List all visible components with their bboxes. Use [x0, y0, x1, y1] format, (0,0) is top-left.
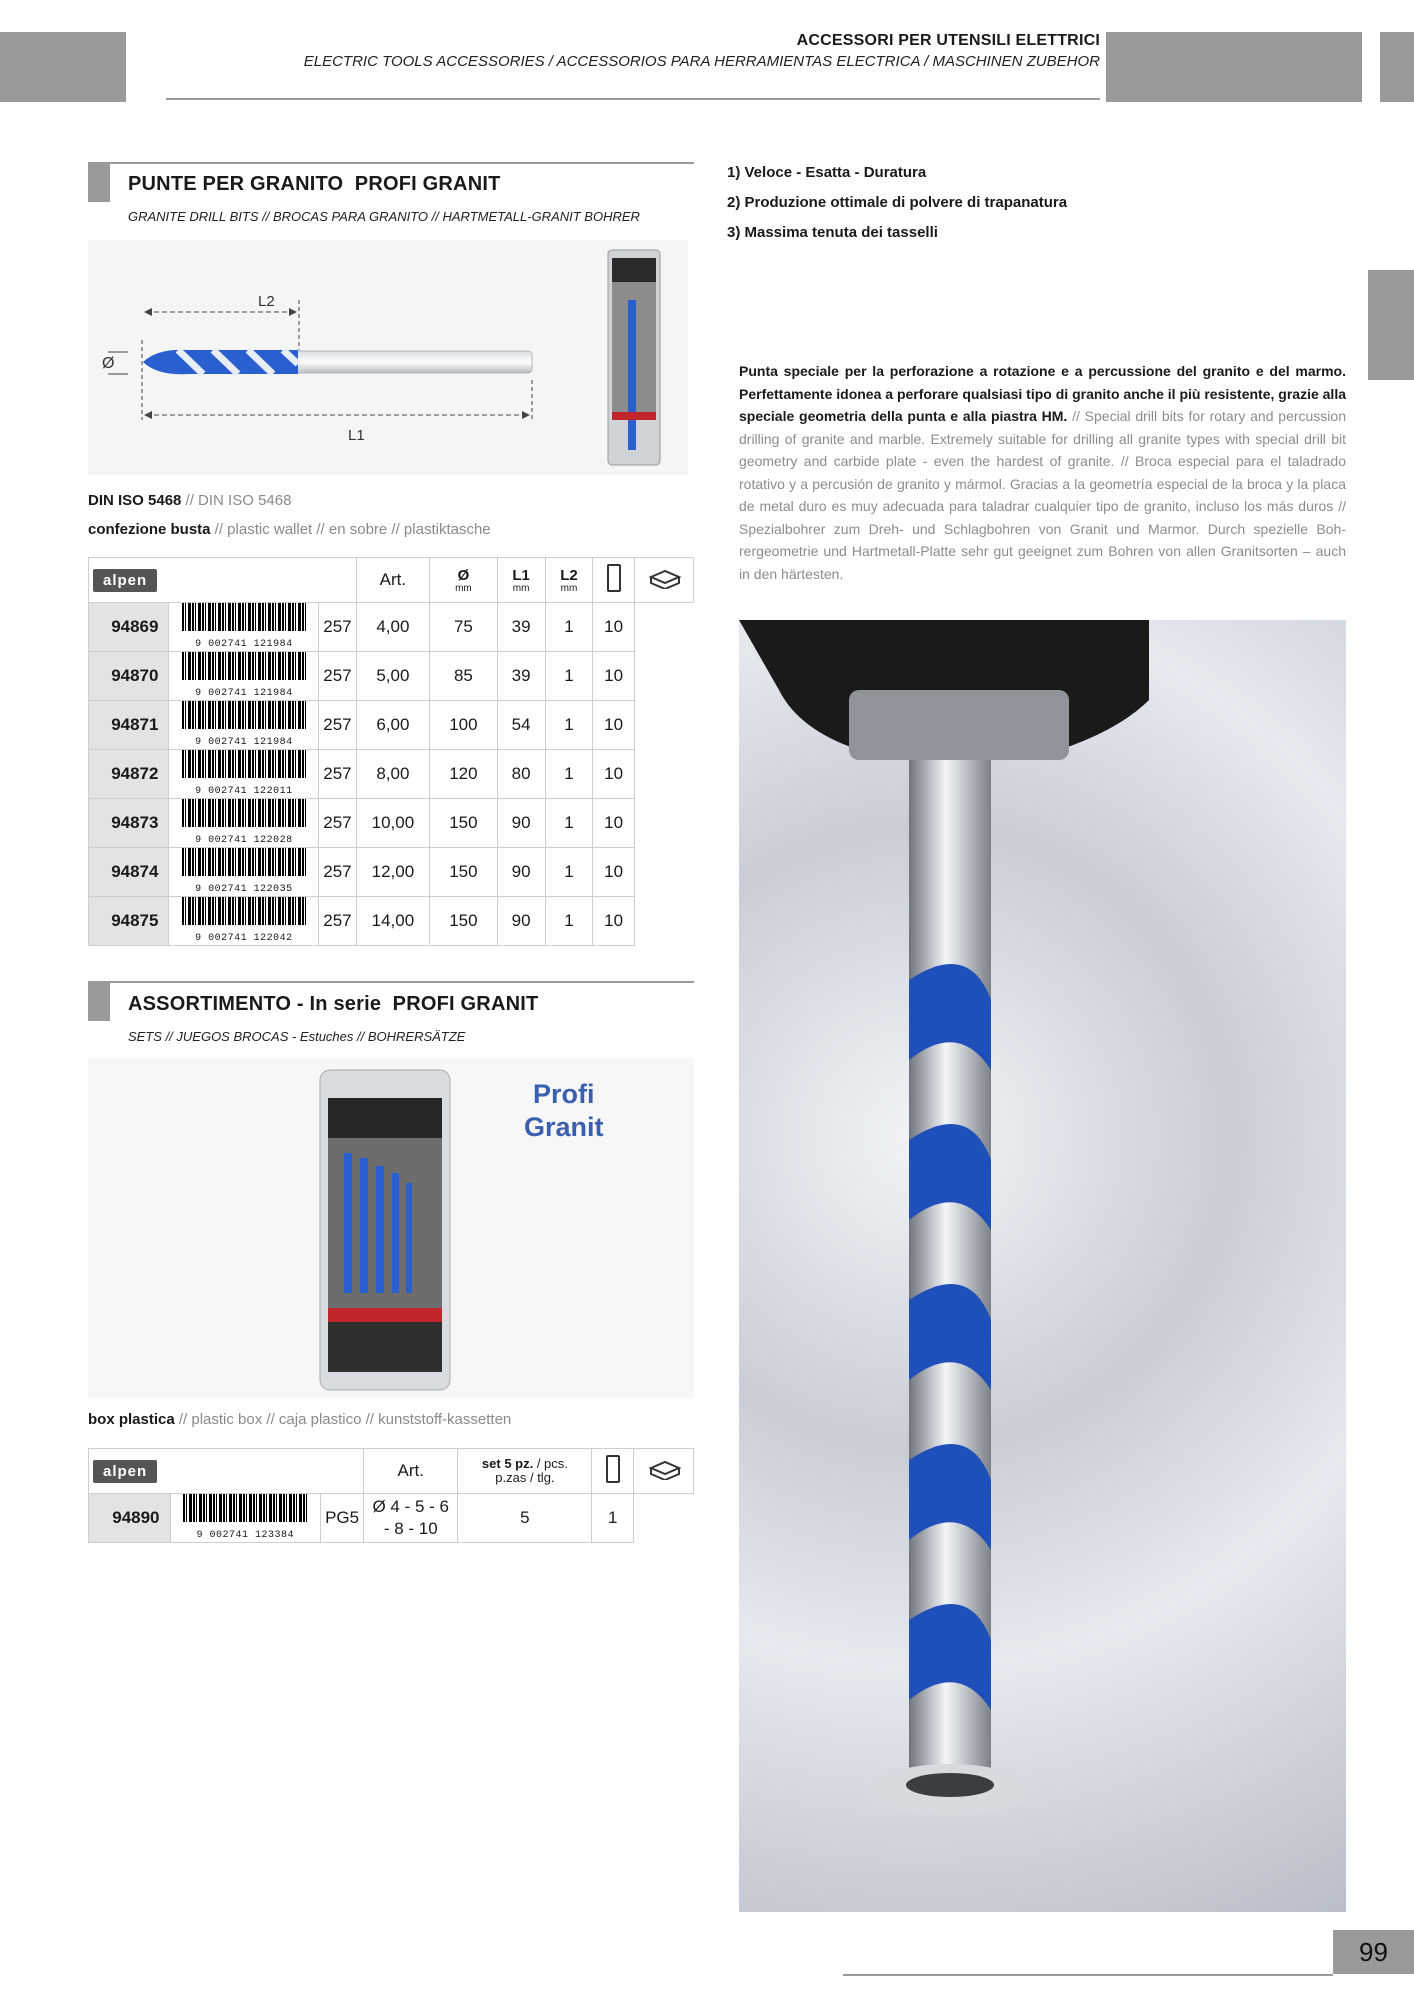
- set-header-art: Art.: [364, 1449, 458, 1494]
- box-qty-cell: 10: [593, 750, 635, 799]
- barcode-bars: [182, 750, 306, 778]
- description-bold: Punta speciale per la perforazione a rotazione e a percussione del granito e del marmo. Perfettamente idonea a perforare qualsiasi tipo di granito anche il più resistente, grazie alla speciale geometria della punta e alla piastra HM.: [739, 363, 1346, 424]
- features-list: [727, 158, 1067, 248]
- barcode-bars: [182, 603, 306, 631]
- l2-cell: 90: [497, 848, 545, 897]
- barcode-number: 9 002741 122035: [195, 884, 293, 895]
- box-qty-cell: 10: [593, 603, 635, 652]
- unit-qty-cell: 1: [545, 603, 593, 652]
- barcode-number: 9 002741 121984: [195, 688, 293, 699]
- article-code: 94869: [89, 603, 169, 652]
- diameter-cell: 12,00: [356, 848, 430, 897]
- diameter-cell: 4,00: [356, 603, 430, 652]
- table-row: [89, 701, 694, 750]
- art-cell: 257: [319, 848, 356, 897]
- section1-marker: [88, 164, 110, 202]
- l2-cell: 54: [497, 701, 545, 750]
- table-row: [89, 652, 694, 701]
- description-translations: // Special drill bits for rotary and percussion drilling of granite and marble. Extremely suitable for drilling all granite types with special drill bit geometry and carbide plate - even the hardest of granite. // Broca especial para el taladrado rotativo y a percusión de granito y mármol. Gracias a la geometría especial de la broca y la placa de metal duro es muy adecuada para taladrar cualquier tipo de granito, incluso los más duros // Spezialbohrer zum Dreh- und Schlagbohren von Granit und Marmor. Durch spezielle Boh-rergeometrie und Hartmetall-Platte sehr gut geeignet zum Bohren von allen Granitsorten – auch in den härtesten.: [739, 408, 1346, 582]
- barcode: [170, 1494, 321, 1543]
- section2-title: ASSORTIMENTO - In serie PROFI GRANIT: [128, 993, 539, 1015]
- header-diameter: Ø mm: [430, 558, 497, 603]
- barcode: [169, 603, 319, 652]
- diameter-cell: 10,00: [356, 799, 430, 848]
- l1-cell: 75: [430, 603, 497, 652]
- art-cell: 257: [319, 750, 356, 799]
- diameter-cell: 14,00: [356, 897, 430, 946]
- art-cell: 257: [319, 799, 356, 848]
- product-table: [88, 557, 694, 946]
- article-code: 94874: [89, 848, 169, 897]
- table-header-row: [89, 558, 694, 603]
- l2-cell: 39: [497, 652, 545, 701]
- description: [739, 360, 1346, 585]
- box-qty-cell: 10: [593, 652, 635, 701]
- barcode-number: 9 002741 123384: [196, 1530, 295, 1541]
- drill-diagram-svg: [88, 240, 688, 475]
- l2-cell: 90: [497, 799, 545, 848]
- section2-marker: [88, 983, 110, 1021]
- article-code: 94873: [89, 799, 169, 848]
- l1-cell: 100: [430, 701, 497, 750]
- standard-bold: DIN ISO 5468: [88, 492, 182, 509]
- drill-bit-image: [143, 350, 532, 375]
- unit-qty-cell: 1: [545, 701, 593, 750]
- set-table: [88, 1448, 694, 1543]
- barcode-bars: [183, 1494, 307, 1522]
- barcode-number: 9 002741 121984: [195, 737, 293, 748]
- drill-photo-svg: [739, 620, 1346, 1912]
- l1-cell: 150: [430, 799, 497, 848]
- barcode-number: 9 002741 121984: [195, 639, 293, 650]
- box-qty-cell: 1: [592, 1494, 634, 1543]
- footer-rule: [843, 1974, 1333, 1976]
- box-qty-cell: 10: [593, 799, 635, 848]
- header-title: ACCESSORI PER UTENSILI ELETTRICI: [796, 32, 1100, 49]
- set-header-set: set 5 pz. / pcs. p.zas / tlg.: [458, 1449, 592, 1494]
- box-packaging-light: // plastic box // caja plastico // kunststoff-kassetten: [174, 1411, 512, 1428]
- table-row: [89, 848, 694, 897]
- label-diameter: Ø: [102, 355, 115, 372]
- barcode-number: 9 002741 122011: [195, 786, 293, 797]
- art-cell: 257: [319, 652, 356, 701]
- art-cell: 257: [319, 603, 356, 652]
- l1-cell: 120: [430, 750, 497, 799]
- l1-cell: 85: [430, 652, 497, 701]
- header-box-pack: [634, 558, 693, 603]
- set-header-unit-pack: [592, 1449, 634, 1494]
- l1-cell: 150: [430, 897, 497, 946]
- unit-qty-cell: 1: [545, 897, 593, 946]
- table-row: [89, 897, 694, 946]
- feature-item: 1) Veloce - Esatta - Duratura: [727, 164, 927, 181]
- art-cell: PG5: [321, 1494, 364, 1543]
- packaging-bold: confezione busta: [88, 521, 211, 538]
- header-far-right-block: [1380, 32, 1414, 102]
- art-cell: 257: [319, 701, 356, 750]
- article-code: 94871: [89, 701, 169, 750]
- header-l1: L1 mm: [497, 558, 545, 603]
- article-code: 94890: [89, 1494, 171, 1543]
- diameter-cell: 6,00: [356, 701, 430, 750]
- unit-qty-cell: 1: [545, 652, 593, 701]
- header-l2: L2 mm: [545, 558, 593, 603]
- l2-cell: 39: [497, 603, 545, 652]
- unit-qty-cell: 1: [545, 848, 593, 897]
- standard-line: [88, 492, 291, 509]
- box-pack-icon: [647, 567, 681, 589]
- l2-cell: 90: [497, 897, 545, 946]
- section2-rule: [88, 981, 694, 983]
- table-row: [89, 603, 694, 652]
- feature-item: 2) Produzione ottimale di polvere di trapanatura: [727, 194, 1068, 211]
- set-product-image: [88, 1058, 694, 1398]
- art-cell: 257: [319, 897, 356, 946]
- barcode: [169, 897, 319, 946]
- table-row: [89, 750, 694, 799]
- feature-item: 3) Massima tenuta dei tasselli: [727, 224, 938, 241]
- header-rule: [166, 98, 1100, 100]
- header-left-block: [0, 32, 126, 102]
- barcode: [169, 799, 319, 848]
- barcode: [169, 848, 319, 897]
- unit-qty-cell: 1: [545, 750, 593, 799]
- alpen-logo-set: alpen: [93, 1460, 157, 1483]
- box-qty-cell: 10: [593, 701, 635, 750]
- box-qty-cell: 10: [593, 897, 635, 946]
- table-row: [89, 1494, 694, 1543]
- unit-pack-icon: [606, 1455, 620, 1483]
- barcode-bars: [182, 652, 306, 680]
- article-code: 94872: [89, 750, 169, 799]
- set-sizes-cell: Ø 4 - 5 - 6 - 8 - 10: [364, 1494, 458, 1543]
- section1-title: PUNTE PER GRANITO PROFI GRANIT: [128, 173, 501, 195]
- label-l1: L1: [348, 427, 365, 444]
- barcode-number: 9 002741 122042: [195, 933, 293, 944]
- article-code: 94870: [89, 652, 169, 701]
- barcode: [169, 652, 319, 701]
- barcode-bars: [182, 897, 306, 925]
- barcode-bars: [182, 848, 306, 876]
- barcode-bars: [182, 701, 306, 729]
- unit-qty-cell: 5: [458, 1494, 592, 1543]
- header-right-block: [1106, 32, 1362, 102]
- barcode-bars: [182, 799, 306, 827]
- granite-drilling-photo: [739, 620, 1346, 1912]
- set-header-box-pack: [634, 1449, 694, 1494]
- box-packaging-bold: box plastica: [88, 1411, 175, 1428]
- page-number: 99: [1333, 1930, 1414, 1974]
- profi-granit-caption: Profi Granit: [524, 1079, 604, 1142]
- drill-diagram: [88, 240, 688, 475]
- box-pack-icon: [647, 1458, 681, 1480]
- table-row: [89, 799, 694, 848]
- l2-cell: 80: [497, 750, 545, 799]
- barcode-number: 9 002741 122028: [195, 835, 293, 846]
- unit-pack-icon: [607, 564, 621, 592]
- packaging-light: // plastic wallet // en sobre // plastiktasche: [210, 521, 491, 538]
- header-subtitle: ELECTRIC TOOLS ACCESSORIES / ACCESSORIOS PARA HERRAMIENTAS ELECTRICA / MASCHINEN ZUBEHOR: [303, 53, 1100, 70]
- barcode: [169, 750, 319, 799]
- diameter-cell: 5,00: [356, 652, 430, 701]
- header-art: Art.: [356, 558, 430, 603]
- section2-subtitle: SETS // JUEGOS BROCAS - Estuches // BOHRERSÄTZE: [128, 1029, 466, 1044]
- header-unit-pack: [593, 558, 635, 603]
- section1-rule: [88, 162, 694, 164]
- standard-light: // DIN ISO 5468: [181, 492, 292, 509]
- box-packaging-line: [88, 1411, 511, 1428]
- set-table-header-row: [89, 1449, 694, 1494]
- unit-qty-cell: 1: [545, 799, 593, 848]
- label-l2: L2: [258, 293, 275, 310]
- box-qty-cell: 10: [593, 848, 635, 897]
- diameter-cell: 8,00: [356, 750, 430, 799]
- article-code: 94875: [89, 897, 169, 946]
- blister-pack-image: [608, 250, 660, 465]
- section1-subtitle: GRANITE DRILL BITS // BROCAS PARA GRANITO // HARTMETALL-GRANIT BOHRER: [128, 209, 640, 224]
- packaging-line: [88, 521, 491, 538]
- l1-cell: 150: [430, 848, 497, 897]
- barcode: [169, 701, 319, 750]
- alpen-logo: alpen: [93, 569, 157, 592]
- side-tab: [1368, 270, 1414, 380]
